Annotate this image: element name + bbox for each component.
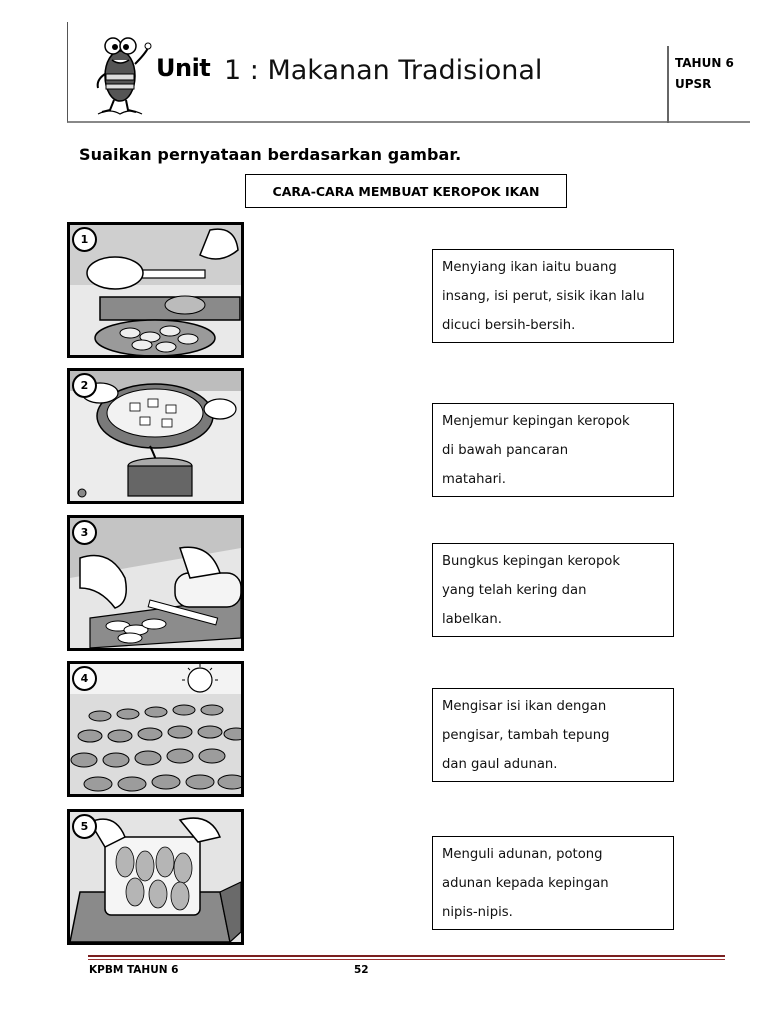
picture-number-2: 2	[72, 373, 97, 398]
statement-line: Mengisar isi ikan dengan	[442, 699, 607, 714]
picture-number-3: 3	[72, 520, 97, 545]
unit-title: 1 : Makanan Tradisional	[224, 55, 543, 86]
section-title-box	[245, 174, 567, 208]
picture-number-1: 1	[72, 227, 97, 252]
header-divider	[667, 46, 669, 123]
statement-line: insang, isi perut, sisik ikan lalu	[442, 289, 645, 304]
footer-rule-thin	[88, 959, 725, 960]
statement-line: pengisar, tambah tepung	[442, 728, 610, 743]
statement-line: Menyiang ikan iaitu buang	[442, 260, 617, 275]
statement-line: adunan kepada kepingan	[442, 876, 609, 891]
unit-label: Unit	[156, 54, 211, 82]
statement-line: Bungkus kepingan keropok	[442, 554, 621, 569]
picture-number-4: 4	[72, 666, 97, 691]
picture-panel-4	[67, 661, 244, 797]
statement-line: di bawah pancaran	[442, 443, 569, 458]
tahun-label: TAHUN 6	[675, 56, 734, 70]
statement-line: Menguli adunan, potong	[442, 847, 603, 862]
statement-line: nipis-nipis.	[442, 905, 513, 920]
statement-line: dicuci bersih-bersih.	[442, 318, 576, 333]
statement-box-4	[432, 688, 674, 782]
picture-panel-1	[67, 222, 244, 358]
picture-panel-2	[67, 368, 244, 504]
statement-box-3	[432, 543, 674, 637]
mascot-icon	[90, 24, 152, 116]
page-number: 52	[354, 964, 369, 976]
section-title: CARA-CARA MEMBUAT KEROPOK IKAN	[272, 183, 540, 199]
statement-line: Menjemur kepingan keropok	[442, 414, 630, 429]
statement-line: labelkan.	[442, 612, 502, 627]
instruction-text: Suaikan pernyataan berdasarkan gambar.	[79, 145, 462, 164]
statement-line: matahari.	[442, 472, 506, 487]
footer-rule	[88, 955, 725, 957]
statement-box-2	[432, 403, 674, 497]
footer-label: KPBM TAHUN 6	[89, 964, 179, 976]
statement-line: dan gaul adunan.	[442, 757, 558, 772]
statement-box-1	[432, 249, 674, 343]
picture-panel-5	[67, 809, 244, 945]
upsr-label: UPSR	[675, 77, 712, 91]
class-level	[675, 53, 734, 95]
statement-line: yang telah kering dan	[442, 583, 587, 598]
statement-box-5	[432, 836, 674, 930]
picture-panel-3	[67, 515, 244, 651]
picture-number-5: 5	[72, 814, 97, 839]
